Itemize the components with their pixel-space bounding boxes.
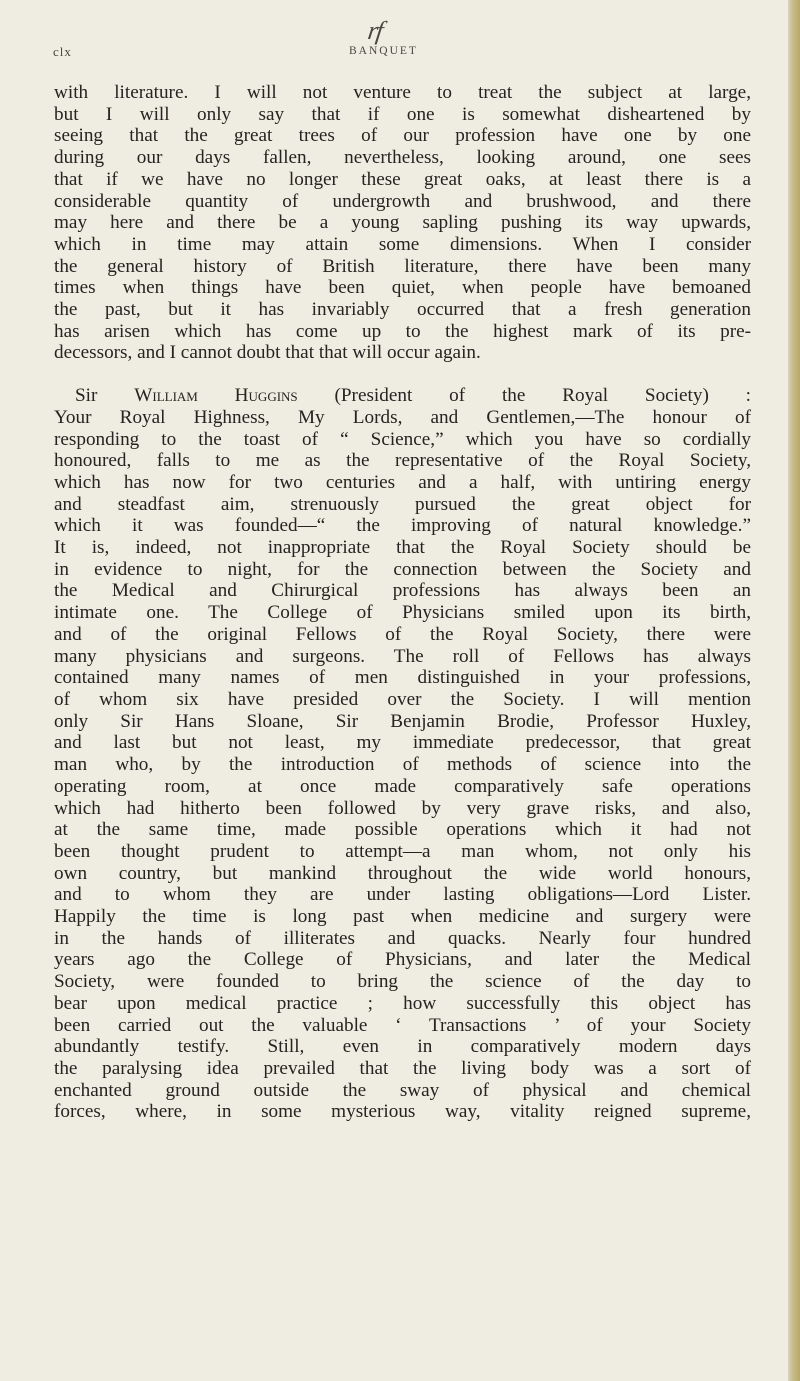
paragraph-huggins-speech	[54, 385, 751, 1123]
text-line: been carried out the valuable ‘ Transactions ’ of your Society	[54, 1014, 751, 1036]
text-line: may here and there be a young sapling pushing its way upwards,	[54, 212, 751, 234]
text-line: honoured, falls to me as the representative of the Royal Society,	[54, 450, 751, 472]
text-line: enchanted ground outside the sway of physical and chemical	[54, 1079, 751, 1101]
text-line: many physicians and surgeons. The roll of Fellows has always	[54, 645, 751, 667]
text-line: Happily the time is long past when medicine and surgery were	[54, 906, 751, 928]
text-line: which had hitherto been followed by very grave risks, and also,	[54, 797, 751, 819]
text-line: which has now for two centuries and a half, with untiring energy	[54, 471, 751, 493]
text-line: man who, by the introduction of methods of science into the	[54, 754, 751, 776]
speaker-name: William Huggins	[134, 385, 298, 407]
text-line: and steadfast aim, strenuously pursued the great object for	[54, 493, 751, 515]
text-line: years ago the College of Physicians, and later the Medical	[54, 949, 751, 971]
page-number: clx	[53, 44, 72, 59]
text-line: Society, were founded to bring the science of the day to	[54, 971, 751, 993]
text-line: only Sir Hans Sloane, Sir Benjamin Brodie, Professor Huxley,	[54, 710, 751, 732]
text-line: has arisen which has come up to the highest mark of its pre-	[54, 320, 751, 342]
text-line: which in time may attain some dimensions. When I consider	[54, 233, 751, 255]
text-line: responding to the toast of “ Science,” which you have so cordially	[54, 428, 751, 450]
text-line: during our days fallen, nevertheless, looking around, one sees	[54, 147, 751, 169]
text-line: intimate one. The College of Physicians smiled upon its birth,	[54, 602, 751, 624]
text-line: own country, but mankind throughout the wide world honours,	[54, 862, 751, 884]
paragraph-literature	[54, 82, 751, 364]
text-line: in evidence to night, for the connection between the Society and	[54, 558, 751, 580]
text-line: considerable quantity of undergrowth and brushwood, and there	[54, 190, 751, 212]
text-line: with literature. I will not venture to treat the subject at large,	[54, 82, 751, 103]
text-line: the paralysing idea prevailed that the living body was a sort of	[54, 1057, 751, 1079]
text-line: the Medical and Chirurgical professions has always been an	[54, 580, 751, 602]
speaker-line	[54, 385, 751, 407]
text-line: seeing that the great trees of our profession have one by one	[54, 125, 751, 147]
text-line: Your Royal Highness, My Lords, and Gentlemen,—The honour of	[54, 406, 751, 428]
text-line: bear upon medical practice ; how successfully this object has	[54, 992, 751, 1014]
text-line: been thought prudent to attempt—a man whom, not only his	[54, 840, 751, 862]
text-line: abundantly testify. Still, even in comparatively modern days	[54, 1036, 751, 1058]
text-line: and of the original Fellows of the Royal Society, there were	[54, 623, 751, 645]
text-line: forces, where, in some mysterious way, vitality reigned supreme,	[54, 1101, 751, 1123]
text-line: the past, but it has invariably occurred that a fresh generation	[54, 299, 751, 321]
text-line: It is, indeed, not inappropriate that the Royal Society should be	[54, 537, 751, 559]
text-line: times when things have been quiet, when people have bemoaned	[54, 277, 751, 299]
text-line: contained many names of men distinguished in your professions,	[54, 667, 751, 689]
text-line: at the same time, made possible operations which it had not	[54, 819, 751, 841]
text-line: and to whom they are under lasting obligations—Lord Lister.	[54, 884, 751, 906]
speaker-role: (President of the Royal Society) :	[334, 385, 751, 407]
page-edge	[788, 0, 800, 1381]
text-line: of whom six have presided over the Society. I will mention	[54, 688, 751, 710]
body-text	[54, 82, 751, 1123]
text-line: that if we have no longer these great oaks, at least there is a	[54, 168, 751, 190]
handwritten-mark: rf	[366, 16, 384, 45]
text-line: but I will only say that if one is somewhat disheartened by	[54, 103, 751, 125]
paragraph-gap	[54, 364, 751, 385]
text-line: and last but not least, my immediate predecessor, that great	[54, 732, 751, 754]
text-line: operating room, at once made comparatively safe operations	[54, 775, 751, 797]
text-line: which it was founded—“ the improving of natural knowledge.”	[54, 515, 751, 537]
text-line: in the hands of illiterates and quacks. Nearly four hundred	[54, 927, 751, 949]
speaker-title: Sir	[75, 385, 98, 407]
text-line: decessors, and I cannot doubt that that will occur again.	[54, 342, 481, 364]
running-head: BANQUET	[349, 45, 418, 57]
text-line: the general history of British literature, there have been many	[54, 255, 751, 277]
